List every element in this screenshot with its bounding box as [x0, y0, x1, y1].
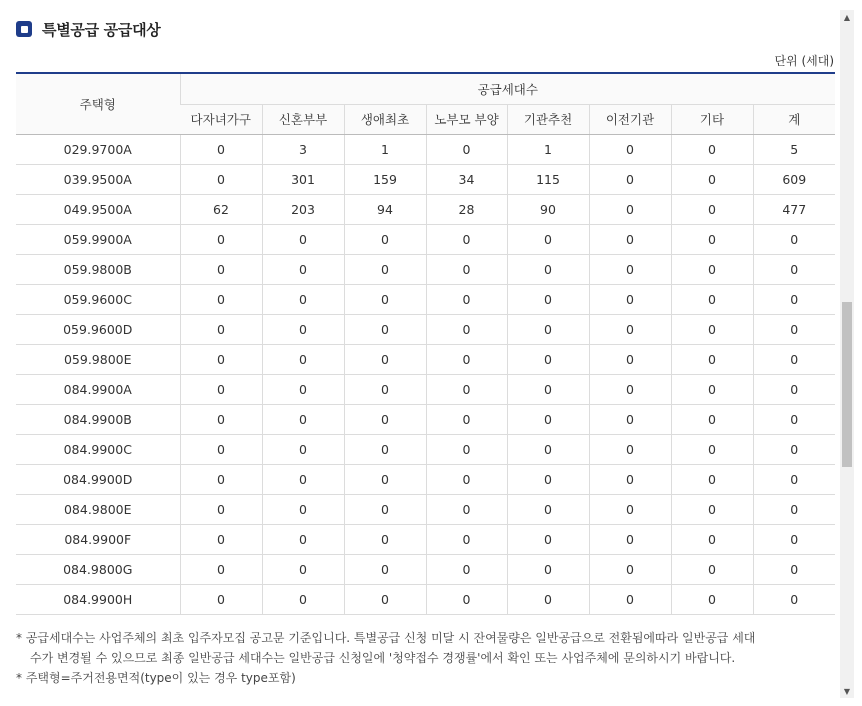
count-cell: 0: [671, 314, 753, 344]
count-cell: 0: [344, 374, 426, 404]
count-cell: 0: [507, 224, 589, 254]
housing-type-cell: 084.9900H: [16, 584, 180, 614]
count-cell: 0: [344, 314, 426, 344]
count-cell: 0: [589, 164, 671, 194]
section-header: [16, 18, 160, 40]
count-cell: 0: [262, 224, 344, 254]
count-cell: 0: [589, 254, 671, 284]
count-cell: 0: [180, 134, 262, 164]
subheader-cell: 다자녀가구: [180, 104, 262, 134]
count-cell: 0: [344, 344, 426, 374]
count-cell: 0: [753, 584, 835, 614]
count-cell: 28: [426, 194, 507, 224]
count-cell: 0: [426, 554, 507, 584]
count-cell: 0: [507, 554, 589, 584]
count-cell: 0: [344, 434, 426, 464]
count-cell: 5: [753, 134, 835, 164]
subheader-cell: 신혼부부: [262, 104, 344, 134]
table-row: [16, 284, 835, 314]
count-cell: 0: [262, 464, 344, 494]
count-cell: 0: [180, 404, 262, 434]
count-cell: 0: [507, 524, 589, 554]
count-cell: 0: [507, 494, 589, 524]
table-row: [16, 164, 835, 194]
count-cell: 0: [589, 554, 671, 584]
count-cell: 0: [671, 554, 753, 584]
table-row: [16, 314, 835, 344]
count-cell: 0: [262, 434, 344, 464]
count-cell: 0: [426, 224, 507, 254]
count-cell: 0: [671, 224, 753, 254]
count-cell: 0: [589, 284, 671, 314]
count-cell: 0: [344, 404, 426, 434]
header-supply-count: 공급세대수: [180, 73, 835, 104]
count-cell: 159: [344, 164, 426, 194]
count-cell: 0: [180, 524, 262, 554]
subheader-cell: 노부모 부양: [426, 104, 507, 134]
housing-type-cell: 059.9800B: [16, 254, 180, 284]
count-cell: 0: [344, 464, 426, 494]
housing-type-cell: 029.9700A: [16, 134, 180, 164]
count-cell: 0: [426, 434, 507, 464]
count-cell: 0: [344, 554, 426, 584]
count-cell: 62: [180, 194, 262, 224]
count-cell: 0: [589, 134, 671, 164]
count-cell: 0: [589, 434, 671, 464]
count-cell: 0: [507, 314, 589, 344]
count-cell: 115: [507, 164, 589, 194]
arrow-down-icon[interactable]: ▼: [843, 686, 851, 696]
count-cell: 0: [426, 254, 507, 284]
subheader-cell: 계: [753, 104, 835, 134]
footnote-housing-type: * 주택형=주거전용면적(type이 있는 경우 type포함): [16, 671, 296, 685]
count-cell: 0: [753, 554, 835, 584]
count-cell: 0: [180, 314, 262, 344]
count-cell: 0: [262, 404, 344, 434]
count-cell: 0: [262, 554, 344, 584]
subheader-cell: 이전기관: [589, 104, 671, 134]
count-cell: 3: [262, 134, 344, 164]
table-row: [16, 554, 835, 584]
housing-type-cell: 049.9500A: [16, 194, 180, 224]
count-cell: 0: [753, 524, 835, 554]
count-cell: 0: [671, 524, 753, 554]
count-cell: 0: [344, 524, 426, 554]
count-cell: 0: [671, 464, 753, 494]
count-cell: 0: [671, 134, 753, 164]
supply-table-container: [16, 72, 835, 615]
table-row: [16, 374, 835, 404]
count-cell: 0: [589, 344, 671, 374]
table-row: [16, 254, 835, 284]
count-cell: 0: [753, 254, 835, 284]
housing-type-cell: 039.9500A: [16, 164, 180, 194]
count-cell: 0: [589, 224, 671, 254]
subheader-cell: 기관추천: [507, 104, 589, 134]
count-cell: 0: [344, 254, 426, 284]
count-cell: 0: [180, 284, 262, 314]
housing-type-cell: 084.9900D: [16, 464, 180, 494]
table-row: [16, 134, 835, 164]
count-cell: 0: [589, 314, 671, 344]
count-cell: 0: [671, 404, 753, 434]
count-cell: 0: [753, 374, 835, 404]
count-cell: 301: [262, 164, 344, 194]
housing-type-cell: 084.9800E: [16, 494, 180, 524]
count-cell: 0: [753, 284, 835, 314]
count-cell: 0: [589, 374, 671, 404]
count-cell: 0: [507, 374, 589, 404]
count-cell: 0: [671, 584, 753, 614]
count-cell: 203: [262, 194, 344, 224]
footnotes: [16, 628, 826, 688]
count-cell: 0: [262, 284, 344, 314]
housing-type-cell: 084.9900B: [16, 404, 180, 434]
count-cell: 0: [507, 284, 589, 314]
count-cell: 0: [180, 344, 262, 374]
housing-type-cell: 059.9900A: [16, 224, 180, 254]
count-cell: 34: [426, 164, 507, 194]
count-cell: 0: [344, 284, 426, 314]
count-cell: 609: [753, 164, 835, 194]
count-cell: 0: [426, 374, 507, 404]
count-cell: 0: [589, 494, 671, 524]
section-title: 특별공급 공급대상: [42, 20, 161, 39]
arrow-up-icon[interactable]: ▲: [843, 12, 851, 22]
count-cell: 0: [426, 314, 507, 344]
count-cell: 0: [180, 554, 262, 584]
count-cell: 1: [507, 134, 589, 164]
count-cell: 0: [344, 224, 426, 254]
count-cell: 0: [180, 434, 262, 464]
footnote-supply-cont: 수가 변경될 수 있으므로 최종 일반공급 세대수는 일반공급 신청일에 '청약접수 경쟁률'에서 확인 또는 사업주체에 문의하시기 바랍니다.: [30, 651, 736, 665]
housing-type-cell: 084.9900C: [16, 434, 180, 464]
table-row: [16, 464, 835, 494]
scroll-thumb[interactable]: [842, 302, 852, 467]
count-cell: 0: [507, 434, 589, 464]
count-cell: 0: [753, 434, 835, 464]
count-cell: 0: [180, 494, 262, 524]
count-cell: 0: [589, 584, 671, 614]
housing-type-cell: 059.9600D: [16, 314, 180, 344]
housing-type-cell: 059.9800E: [16, 344, 180, 374]
count-cell: 0: [671, 284, 753, 314]
count-cell: 90: [507, 194, 589, 224]
count-cell: 0: [753, 224, 835, 254]
count-cell: 0: [589, 404, 671, 434]
count-cell: 477: [753, 194, 835, 224]
count-cell: 0: [426, 584, 507, 614]
supply-table: [16, 72, 835, 615]
count-cell: 0: [426, 404, 507, 434]
housing-type-cell: 059.9600C: [16, 284, 180, 314]
count-cell: 0: [589, 194, 671, 224]
count-cell: 0: [262, 344, 344, 374]
count-cell: 0: [671, 374, 753, 404]
table-row: [16, 434, 835, 464]
vertical-scrollbar[interactable]: [840, 10, 854, 698]
count-cell: 0: [671, 344, 753, 374]
table-row: [16, 404, 835, 434]
count-cell: 0: [753, 314, 835, 344]
count-cell: 94: [344, 194, 426, 224]
count-cell: 0: [753, 464, 835, 494]
count-cell: 0: [426, 344, 507, 374]
count-cell: 0: [753, 404, 835, 434]
count-cell: 0: [507, 584, 589, 614]
count-cell: 0: [507, 404, 589, 434]
count-cell: 0: [507, 254, 589, 284]
count-cell: 0: [262, 254, 344, 284]
count-cell: 0: [426, 464, 507, 494]
table-row: [16, 224, 835, 254]
subheader-cell: 생애최초: [344, 104, 426, 134]
count-cell: 0: [180, 374, 262, 404]
count-cell: 0: [426, 134, 507, 164]
table-row: [16, 584, 835, 614]
count-cell: 0: [671, 164, 753, 194]
table-row: [16, 194, 835, 224]
footnote-supply: * 공급세대수는 사업주체의 최초 입주자모집 공고문 기준입니다. 특별공급 신청 미달 시 잔여물량은 일반공급으로 전환됨에따라 일반공급 세대: [16, 631, 756, 645]
square-bullet-icon: [16, 21, 32, 37]
housing-type-cell: 084.9900A: [16, 374, 180, 404]
housing-type-cell: 084.9900F: [16, 524, 180, 554]
count-cell: 0: [671, 494, 753, 524]
count-cell: 0: [507, 464, 589, 494]
count-cell: 0: [180, 224, 262, 254]
count-cell: 0: [426, 494, 507, 524]
count-cell: 0: [262, 374, 344, 404]
count-cell: 0: [589, 464, 671, 494]
count-cell: 0: [180, 584, 262, 614]
count-cell: 0: [753, 344, 835, 374]
count-cell: 0: [344, 584, 426, 614]
table-row: [16, 344, 835, 374]
count-cell: 0: [507, 344, 589, 374]
count-cell: 0: [753, 494, 835, 524]
unit-label: 단위 (세대): [774, 54, 834, 68]
housing-type-cell: 084.9800G: [16, 554, 180, 584]
count-cell: 1: [344, 134, 426, 164]
count-cell: 0: [180, 164, 262, 194]
count-cell: 0: [426, 284, 507, 314]
header-housing-type: 주택형: [16, 73, 180, 134]
count-cell: 0: [262, 494, 344, 524]
count-cell: 0: [671, 254, 753, 284]
count-cell: 0: [426, 524, 507, 554]
count-cell: 0: [180, 464, 262, 494]
count-cell: 0: [180, 254, 262, 284]
table-row: [16, 524, 835, 554]
count-cell: 0: [262, 524, 344, 554]
table-row: [16, 494, 835, 524]
count-cell: 0: [589, 524, 671, 554]
count-cell: 0: [262, 584, 344, 614]
count-cell: 0: [671, 434, 753, 464]
count-cell: 0: [671, 194, 753, 224]
count-cell: 0: [344, 494, 426, 524]
count-cell: 0: [262, 314, 344, 344]
subheader-cell: 기타: [671, 104, 753, 134]
